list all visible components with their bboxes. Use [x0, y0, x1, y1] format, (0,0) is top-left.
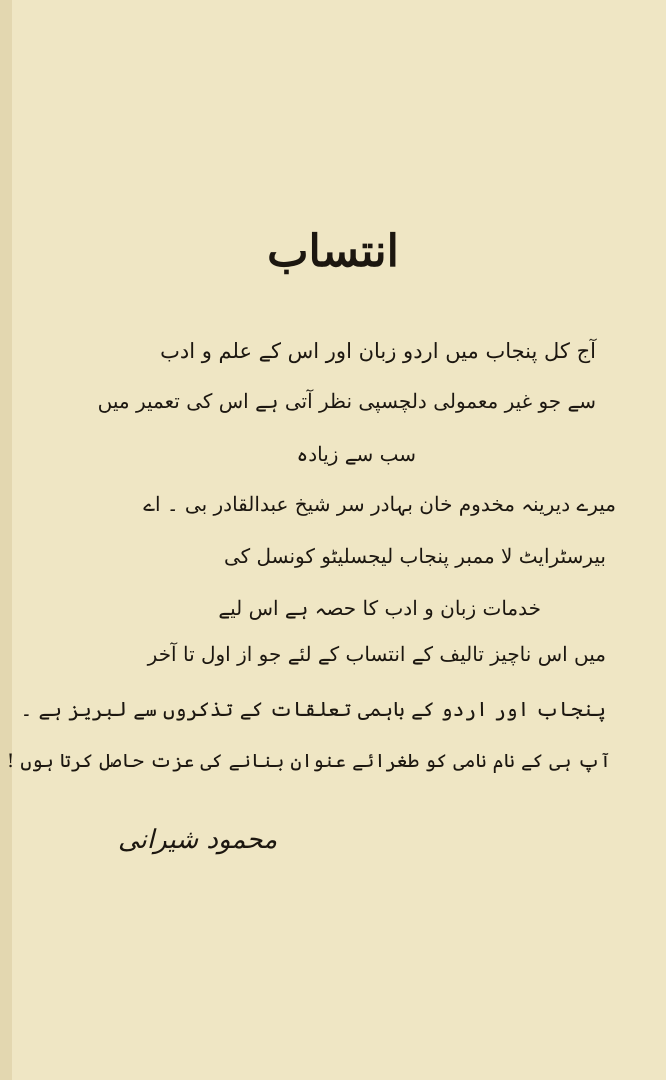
author-signature: محمود شیرانی	[118, 825, 278, 855]
page-title: انتساب	[267, 226, 399, 277]
page-edge-shadow	[0, 0, 12, 1080]
dedication-line: میرے دیرینہ مخدوم خان بہادر سر شیخ عبدالقادر بی ۔ اے	[143, 492, 616, 516]
dedication-line: میں اس ناچیز تالیف کے انتساب کے لئے جو از اول تا آخر	[147, 642, 606, 666]
dedication-line: آج کل پنجاب میں اردو زبان اور اس کے علم و ادب	[160, 339, 596, 363]
dedication-line: سے جو غیر معمولی دلچسپی نظر آتی ہے اس کی تعمیر میں	[97, 389, 596, 413]
dedication-line: پنجاب اور اردو کے باہمی تعلقات کے تذکروں سے لبریز ہے ۔	[20, 697, 606, 721]
dedication-line: آپ ہی کے نام نامی کو طغرائے عنوان بنانے کی عزت حاصل کرتا ہوں !	[6, 750, 611, 772]
dedication-line: سب سے زیادہ	[296, 442, 416, 466]
dedication-line: خدمات زبان و ادب کا حصہ ہے اس لیے	[218, 596, 541, 620]
dedication-line: بیرسٹرایٹ لا ممبر پنجاب لیجسلیٹو کونسل کی	[223, 544, 606, 568]
